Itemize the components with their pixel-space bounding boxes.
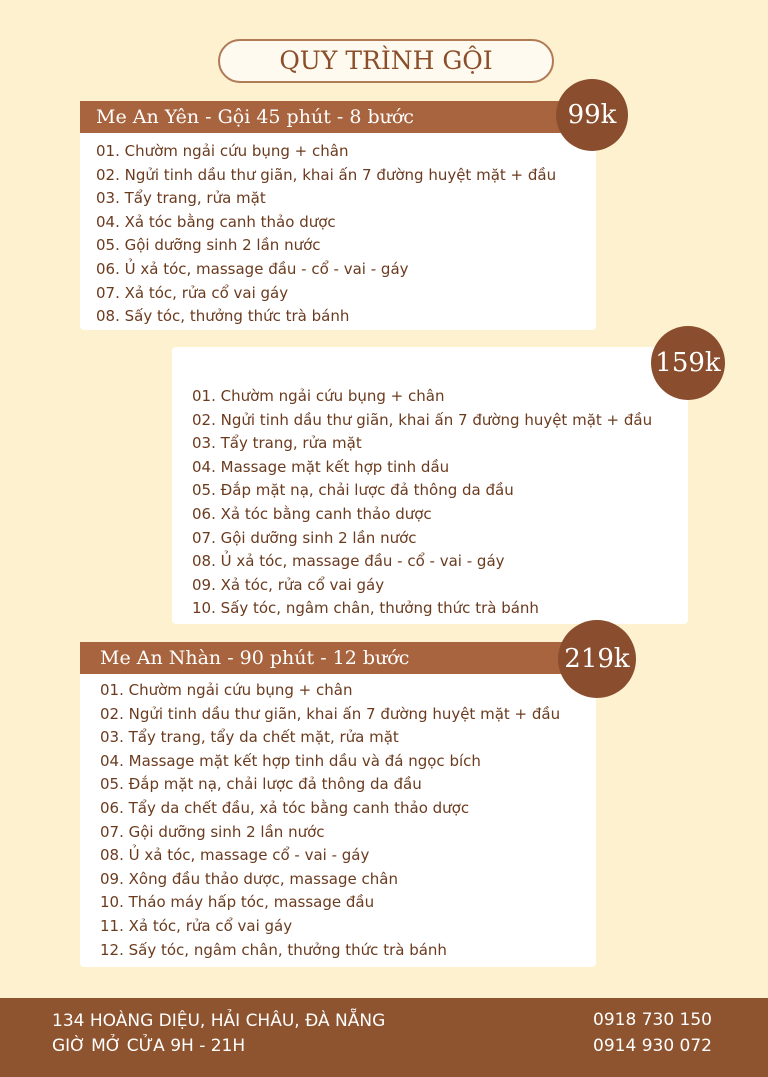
list-item: 09. Xả tóc, rửa cổ vai gáy — [192, 575, 385, 594]
package-card-3 — [80, 660, 596, 967]
list-item: 05. Đắp mặt nạ, chải lược đả thông da đầu — [100, 775, 422, 794]
list-item: 04. Massage mặt kết hợp tinh dầu — [192, 457, 450, 476]
list-item: 04. Xả tóc bằng canh thảo dược — [96, 212, 336, 231]
list-item: 03. Tẩy trang, rửa mặt — [192, 434, 362, 453]
list-item: 02. Ngửi tinh dầu thư giãn, khai ấn 7 đường huyệt mặt + đầu — [96, 165, 557, 184]
list-item: 08. Ủ xả tóc, massage cổ - vai - gáy — [100, 846, 370, 865]
list-item: 06. Xả tóc bằng canh thảo dược — [192, 504, 432, 523]
list-item: 11. Xả tóc, rửa cổ vai gáy — [100, 916, 293, 935]
list-item: 02. Ngửi tinh dầu thư giãn, khai ấn 7 đường huyệt mặt + đầu — [192, 410, 653, 429]
price-badge-3: 219k — [558, 620, 636, 698]
package-card-1 — [80, 118, 596, 330]
list-item: 05. Gội dưỡng sinh 2 lần nước — [96, 236, 321, 255]
phone-number-1[interactable]: 0918 730 150 — [593, 1010, 712, 1030]
list-item: 12. Sấy tóc, ngâm chân, thưởng thức trà bánh — [100, 940, 447, 959]
list-item: 10. Tháo máy hấp tóc, massage đầu — [100, 893, 375, 912]
package-card-2 — [172, 347, 688, 624]
list-item: 01. Chườm ngải cứu bụng + chân — [192, 387, 445, 405]
page-title: QUY TRÌNH GỘI — [218, 39, 554, 83]
list-item: 03. Tẩy trang, rửa mặt — [96, 189, 266, 208]
list-item: 03. Tẩy trang, tẩy da chết mặt, rửa mặt — [100, 728, 399, 747]
list-item: 10. Sấy tóc, ngâm chân, thưởng thức trà bánh — [192, 599, 539, 618]
list-item: 07. Gội dưỡng sinh 2 lần nước — [192, 528, 417, 547]
step-list-3 — [100, 679, 596, 962]
list-item: 05. Đắp mặt nạ, chải lược đả thông da đầu — [192, 481, 514, 500]
list-item: 06. Tẩy da chết đầu, xả tóc bằng canh thảo dược — [100, 798, 470, 817]
phone-number-2[interactable]: 0914 930 072 — [593, 1036, 712, 1056]
price-badge-2: 159k — [651, 326, 725, 400]
footer — [0, 998, 768, 1077]
package-name-band-3: Me An Nhàn - 90 phút - 12 bước — [80, 642, 588, 674]
price-badge-1: 99k — [556, 79, 628, 151]
list-item: 08. Ủ xả tóc, massage đầu - cổ - vai - gáy — [192, 552, 505, 571]
list-item: 08. Sấy tóc, thưởng thức trà bánh — [96, 307, 350, 326]
list-item: 01. Chườm ngải cứu bụng + chân — [100, 681, 353, 699]
list-item: 09. Xông đầu thảo dược, massage chân — [100, 869, 398, 888]
list-item: 01. Chườm ngải cứu bụng + chân — [96, 142, 349, 160]
list-item: 07. Xả tóc, rửa cổ vai gáy — [96, 283, 289, 302]
step-list-1 — [96, 140, 596, 329]
step-list-2 — [192, 385, 688, 621]
list-item: 04. Massage mặt kết hợp tinh dầu và đá ngọc bích — [100, 751, 481, 770]
list-item: 07. Gội dưỡng sinh 2 lần nước — [100, 822, 325, 841]
opening-hours-text: GIỜ MỞ CỬA 9H - 21H — [52, 1036, 246, 1056]
list-item: 02. Ngửi tinh dầu thư giãn, khai ấn 7 đường huyệt mặt + đầu — [100, 704, 561, 723]
package-name-band-1: Me An Yên - Gội 45 phút - 8 bước — [80, 101, 588, 133]
address-text: 134 HOÀNG DIỆU, HẢI CHÂU, ĐÀ NẴNG — [52, 1011, 386, 1031]
list-item: 06. Ủ xả tóc, massage đầu - cổ - vai - gáy — [96, 259, 409, 278]
